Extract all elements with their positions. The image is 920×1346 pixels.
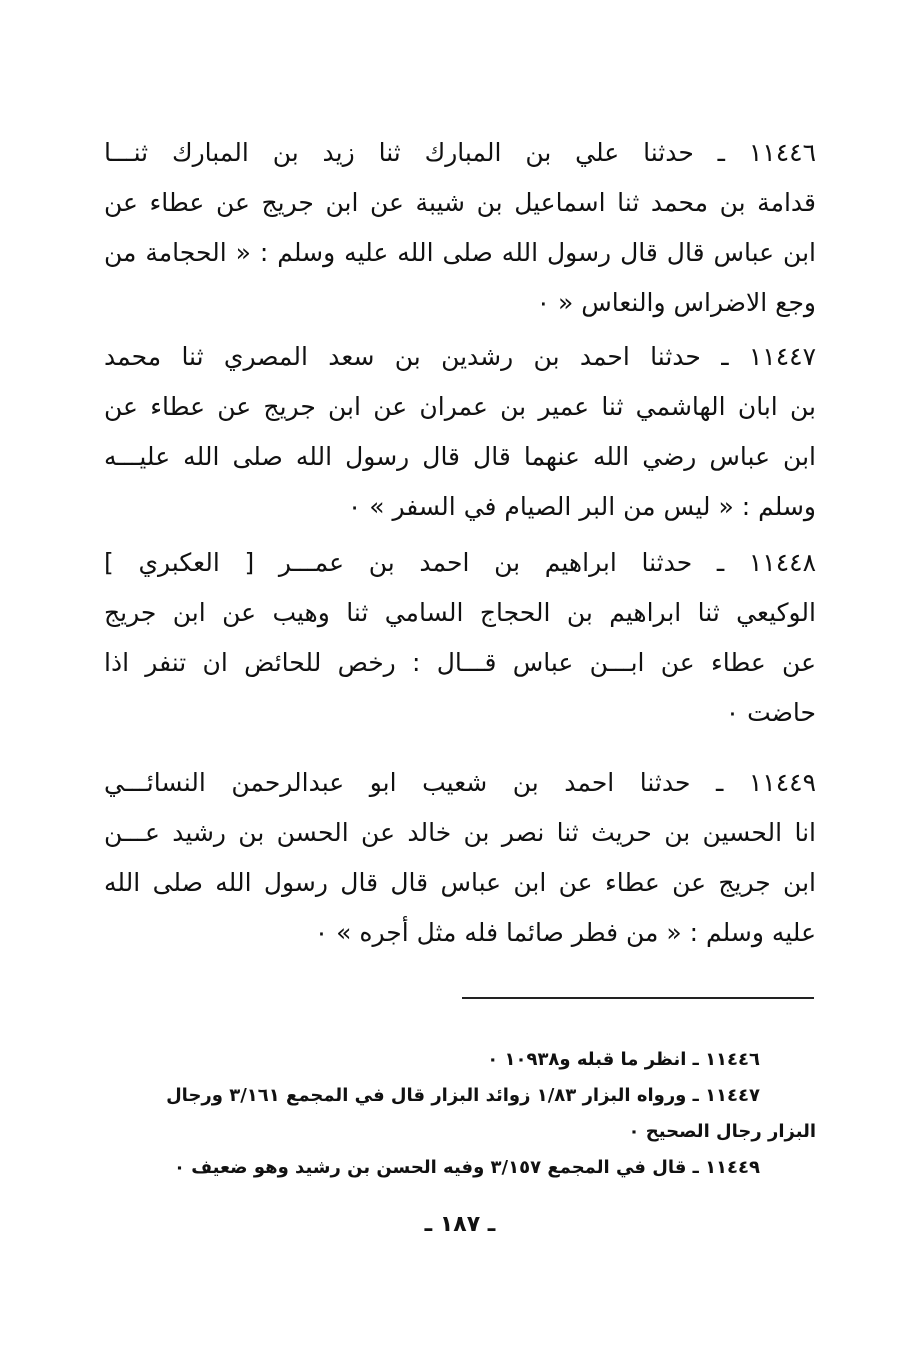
hadith-line: ابن جريج عن عطاء عن ابن عباس قال قال رسول الله صلى الله <box>104 868 816 897</box>
footnote-line: البزار رجال الصحيح ٠ <box>628 1121 816 1142</box>
hadith-line: وسلم : « ليس من البر الصيام في السفر » ٠ <box>347 492 816 521</box>
hadith-line: انا الحسين بن حريث ثنا نصر بن خالد عن الحسن بن رشيد عـــن <box>104 818 816 847</box>
hadith-line: ١١٤٤٨ ـ حدثنا ابراهيم بن احمد بن عمـــر [ العكبري ] <box>104 548 816 577</box>
footnote-line: ١١٤٤٧ ـ ورواه البزار ١/٨٣ زوائد البزار قال في المجمع ٣/١٦١ ورجال <box>166 1085 760 1106</box>
hadith-line: عن عطاء عن ابـــن عباس قـــال : رخص للحائض ان تنفر اذا <box>104 648 816 677</box>
hadith-line: ١١٤٤٦ ـ حدثنا علي بن المبارك ثنا زيد بن المبارك ثنـــا <box>104 138 816 167</box>
hadith-line: قدامة بن محمد ثنا اسماعيل بن شيبة عن ابن جريج عن عطاء عن <box>104 188 816 217</box>
hadith-line: ١١٤٤٩ ـ حدثنا احمد بن شعيب ابو عبدالرحمن النسائـــي <box>104 768 816 797</box>
hadith-line: بن ابان الهاشمي ثنا عمير بن عمران عن ابن جريج عن عطاء عن <box>104 392 816 421</box>
hadith-line: وجع الاضراس والنعاس « ٠ <box>536 288 816 317</box>
hadith-line: عليه وسلم : « من فطر صائما فله مثل أجره » ٠ <box>314 918 816 947</box>
hadith-11447 <box>104 332 816 532</box>
hadith-11448 <box>104 538 816 738</box>
footnote-line: ١١٤٤٦ ـ انظر ما قبله و١٠٩٣٨ ٠ <box>487 1049 760 1070</box>
footnote-line: ١١٤٤٩ ـ قال في المجمع ٣/١٥٧ وفيه الحسن بن رشيد وهو ضعيف ٠ <box>173 1157 760 1178</box>
hadith-11446 <box>104 128 816 328</box>
hadith-line: ابن عباس قال قال رسول الله صلى الله عليه وسلم : « الحجامة من <box>104 238 816 267</box>
page-number: ـ ١٨٧ ـ <box>424 1212 496 1237</box>
footnotes <box>104 1042 816 1186</box>
footnote-divider <box>462 997 814 999</box>
hadith-line: حاضت ٠ <box>725 698 816 727</box>
hadith-line: الوكيعي ثنا ابراهيم بن الحجاج السامي ثنا وهيب عن ابن جريج <box>104 598 816 627</box>
hadith-line: ١١٤٤٧ ـ حدثنا احمد بن رشدين بن سعد المصري ثنا محمد <box>104 342 816 371</box>
hadith-line: ابن عباس رضي الله عنهما قال قال رسول الله صلى الله عليـــه <box>104 442 816 471</box>
hadith-11449 <box>104 758 816 958</box>
